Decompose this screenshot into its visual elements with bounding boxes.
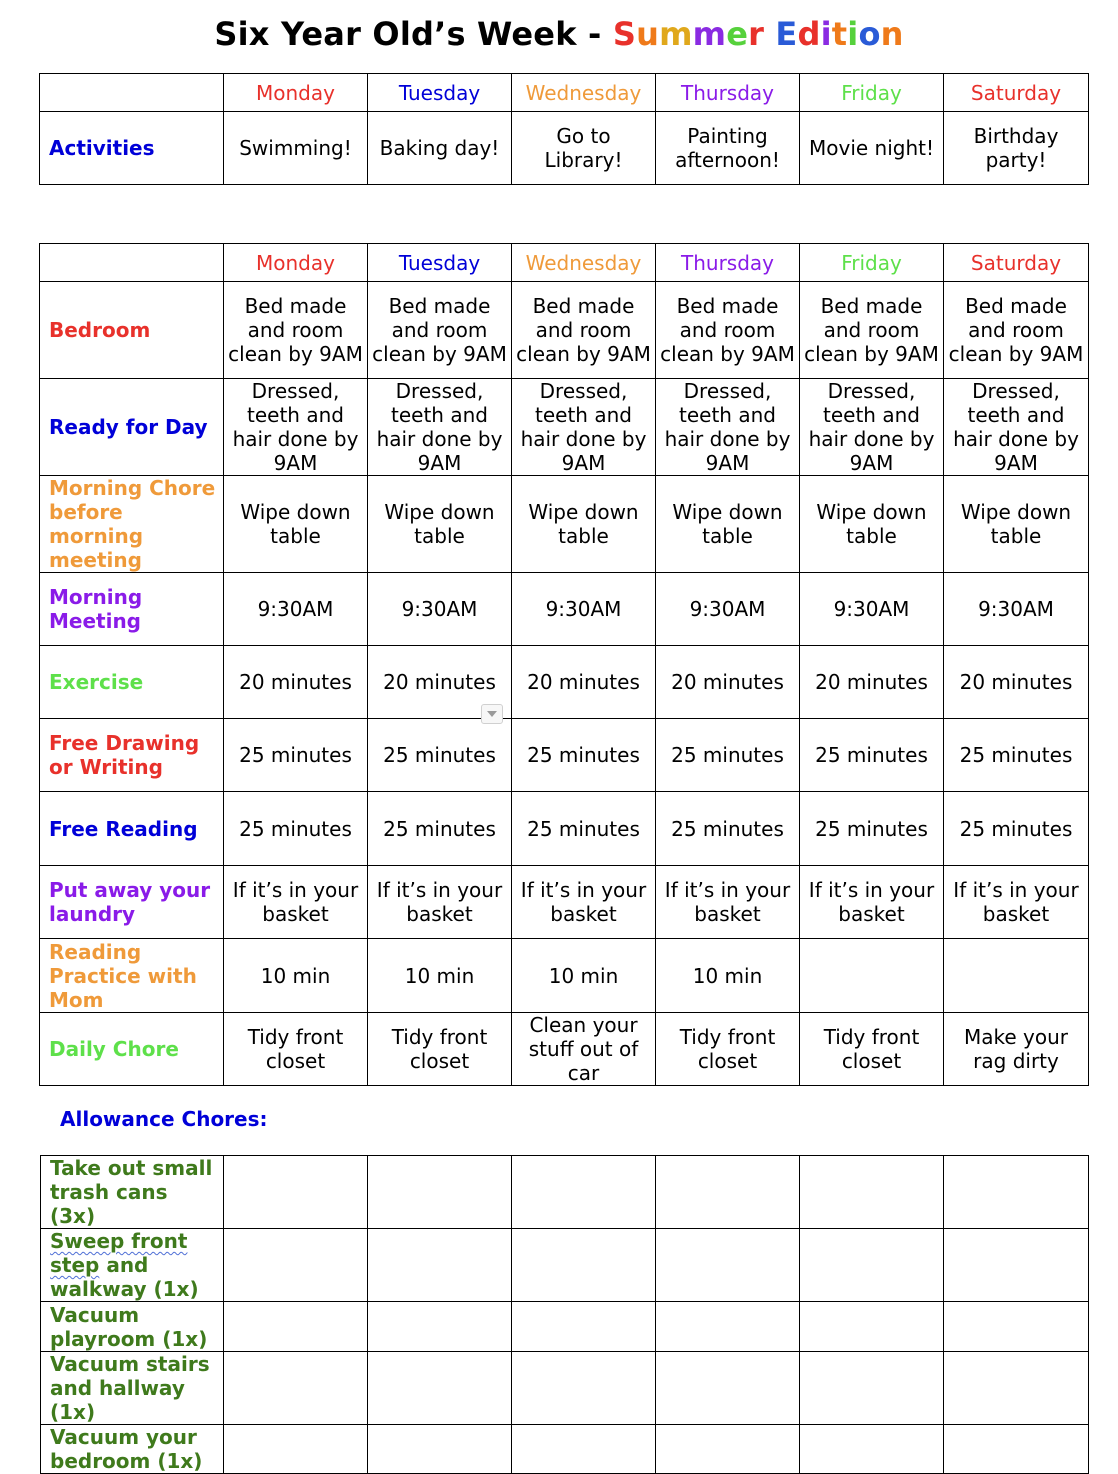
schedule-cell[interactable]: 25 minutes: [368, 792, 512, 866]
schedule-cell[interactable]: 25 minutes: [224, 792, 368, 866]
row-label[interactable]: Free Drawing or Writing: [40, 719, 224, 792]
allowance-checkbox-cell[interactable]: [656, 1352, 800, 1425]
schedule-cell[interactable]: 25 minutes: [944, 792, 1089, 866]
schedule-cell[interactable]: Tidy front closet: [800, 1013, 944, 1086]
schedule-cell[interactable]: Wipe down table: [656, 476, 800, 573]
allowance-checkbox-cell[interactable]: [224, 1156, 368, 1229]
schedule-cell[interactable]: 25 minutes: [512, 792, 656, 866]
schedule-cell[interactable]: If it’s in your basket: [944, 866, 1089, 939]
activities-table: [39, 73, 1089, 185]
schedule-cell[interactable]: Tidy front closet: [656, 1013, 800, 1086]
row-label[interactable]: Daily Chore: [40, 1013, 224, 1086]
schedule-cell[interactable]: 25 minutes: [368, 719, 512, 792]
schedule-cell[interactable]: 9:30AM: [368, 573, 512, 646]
schedule-cell[interactable]: If it’s in your basket: [656, 866, 800, 939]
schedule-cell[interactable]: Wipe down table: [800, 476, 944, 573]
allowance-chore-label[interactable]: Sweep front step and walkway (1x): [41, 1229, 224, 1302]
schedule-cell[interactable]: Wipe down table: [512, 476, 656, 573]
schedule-cell[interactable]: 20 minutes: [944, 646, 1089, 719]
schedule-cell[interactable]: 25 minutes: [512, 719, 656, 792]
table-row: [41, 1229, 1089, 1302]
row-label[interactable]: Morning Meeting: [40, 573, 224, 646]
activity-cell[interactable]: Painting afternoon!: [656, 112, 800, 185]
day-header-tuesday[interactable]: Tuesday: [368, 244, 512, 282]
allowance-checkbox-cell[interactable]: [944, 1229, 1089, 1302]
row-label[interactable]: Exercise: [40, 646, 224, 719]
schedule-cell[interactable]: 25 minutes: [656, 792, 800, 866]
schedule-cell[interactable]: Tidy front closet: [224, 1013, 368, 1086]
allowance-checkbox-cell[interactable]: [656, 1425, 800, 1474]
page-title: [0, 12, 1118, 56]
allowance-checkbox-cell[interactable]: [800, 1156, 944, 1229]
day-header-monday[interactable]: Monday: [224, 74, 368, 112]
row-label[interactable]: Put away your laundry: [40, 866, 224, 939]
allowance-chore-label[interactable]: Vacuum your bedroom (1x): [41, 1425, 224, 1474]
schedule-cell[interactable]: Clean your stuff out of car: [512, 1013, 656, 1086]
title-edition-letter: e: [726, 15, 749, 53]
title-edition-letter: o: [858, 15, 881, 53]
day-header-friday[interactable]: Friday: [800, 244, 944, 282]
day-header-thursday[interactable]: Thursday: [656, 74, 800, 112]
schedule-cell[interactable]: 20 minutes: [656, 646, 800, 719]
allowance-checkbox-cell[interactable]: [656, 1302, 800, 1352]
allowance-checkbox-cell[interactable]: [224, 1352, 368, 1425]
schedule-cell[interactable]: [800, 939, 944, 1013]
table-row: [40, 646, 1089, 719]
allowance-chore-label[interactable]: Vacuum playroom (1x): [41, 1302, 224, 1352]
day-header-row: [40, 244, 1089, 282]
schedule-cell[interactable]: Dressed, teeth and hair done by 9AM: [656, 379, 800, 476]
schedule-cell[interactable]: 9:30AM: [800, 573, 944, 646]
activity-cell[interactable]: Movie night!: [800, 112, 944, 185]
schedule-cell[interactable]: If it’s in your basket: [368, 866, 512, 939]
day-header-row: [40, 74, 1089, 112]
schedule-cell[interactable]: Wipe down table: [224, 476, 368, 573]
schedule-cell[interactable]: Dressed, teeth and hair done by 9AM: [224, 379, 368, 476]
table-row: [40, 866, 1089, 939]
table-row: [40, 282, 1089, 379]
schedule-cell[interactable]: 20 minutes: [512, 646, 656, 719]
table-row: [41, 1302, 1089, 1352]
allowance-checkbox-cell[interactable]: [512, 1302, 656, 1352]
allowance-checkbox-cell[interactable]: [944, 1156, 1089, 1229]
schedule-cell[interactable]: Dressed, teeth and hair done by 9AM: [368, 379, 512, 476]
allowance-checkbox-cell[interactable]: [800, 1352, 944, 1425]
schedule-cell[interactable]: 25 minutes: [224, 719, 368, 792]
day-header-thursday[interactable]: Thursday: [656, 244, 800, 282]
schedule-cell[interactable]: 25 minutes: [944, 719, 1089, 792]
day-header-tuesday[interactable]: Tuesday: [368, 74, 512, 112]
title-edition-letter: S: [612, 15, 637, 53]
allowance-heading: Allowance Chores:: [60, 1107, 268, 1131]
spellcheck-word: Sweep front: [50, 1229, 188, 1253]
schedule-cell[interactable]: 25 minutes: [800, 792, 944, 866]
schedule-cell[interactable]: 10 min: [224, 939, 368, 1013]
allowance-checkbox-cell[interactable]: [800, 1425, 944, 1474]
allowance-checkbox-cell[interactable]: [800, 1302, 944, 1352]
schedule-cell[interactable]: Bed made and room clean by 9AM: [224, 282, 368, 379]
schedule-cell[interactable]: 10 min: [656, 939, 800, 1013]
activity-cell[interactable]: Birthday party!: [944, 112, 1089, 185]
title-edition-letter: m: [692, 15, 727, 53]
allowance-checkbox-cell[interactable]: [944, 1425, 1089, 1474]
corner-cell[interactable]: [40, 244, 224, 282]
schedule-cell[interactable]: 20 minutes: [224, 646, 368, 719]
title-edition-letter: i: [847, 15, 859, 53]
table-row: [41, 1425, 1089, 1474]
schedule-cell[interactable]: 20 minutes: [800, 646, 944, 719]
allowance-checkbox-cell[interactable]: [224, 1425, 368, 1474]
table-row: [40, 719, 1089, 792]
day-header-monday[interactable]: Monday: [224, 244, 368, 282]
allowance-table: [40, 1155, 1089, 1474]
schedule-cell[interactable]: Make your rag dirty: [944, 1013, 1089, 1086]
table-row: [40, 112, 1089, 185]
row-label[interactable]: Reading Practice with Mom: [40, 939, 224, 1013]
schedule-cell[interactable]: Bed made and room clean by 9AM: [944, 282, 1089, 379]
title-main: Six Year Old’s Week -: [214, 15, 613, 53]
table-row: [40, 379, 1089, 476]
schedule-cell[interactable]: 10 min: [512, 939, 656, 1013]
allowance-checkbox-cell[interactable]: [656, 1156, 800, 1229]
allowance-checkbox-cell[interactable]: [512, 1425, 656, 1474]
row-label[interactable]: Ready for Day: [40, 379, 224, 476]
table-row: [40, 1013, 1089, 1086]
allowance-checkbox-cell[interactable]: [368, 1229, 512, 1302]
table-row: [41, 1156, 1089, 1229]
schedule-cell[interactable]: 20 minutes: [368, 646, 512, 719]
schedule-cell[interactable]: Wipe down table: [944, 476, 1089, 573]
spellcheck-word: step: [50, 1253, 100, 1277]
allowance-checkbox-cell[interactable]: [368, 1302, 512, 1352]
schedule-cell[interactable]: Dressed, teeth and hair done by 9AM: [512, 379, 656, 476]
schedule-table: [39, 243, 1089, 1086]
activity-cell[interactable]: Go to Library!: [512, 112, 656, 185]
title-edition-letter: d: [797, 15, 821, 53]
schedule-cell[interactable]: Bed made and room clean by 9AM: [800, 282, 944, 379]
allowance-checkbox-cell[interactable]: [944, 1302, 1089, 1352]
schedule-cell[interactable]: Bed made and room clean by 9AM: [656, 282, 800, 379]
allowance-checkbox-cell[interactable]: [512, 1156, 656, 1229]
schedule-cell[interactable]: [944, 939, 1089, 1013]
chevron-down-icon[interactable]: [481, 704, 503, 724]
allowance-checkbox-cell[interactable]: [368, 1425, 512, 1474]
schedule-cell[interactable]: If it’s in your basket: [800, 866, 944, 939]
allowance-checkbox-cell[interactable]: [368, 1156, 512, 1229]
title-edition-letter: [764, 15, 775, 53]
allowance-checkbox-cell[interactable]: [512, 1352, 656, 1425]
row-label[interactable]: Free Reading: [40, 792, 224, 866]
schedule-cell[interactable]: 9:30AM: [224, 573, 368, 646]
row-label[interactable]: Morning Chore before morning meeting: [40, 476, 224, 573]
title-edition-letter: u: [636, 15, 660, 53]
schedule-cell[interactable]: 9:30AM: [512, 573, 656, 646]
schedule-cell[interactable]: 9:30AM: [656, 573, 800, 646]
table-row: [40, 573, 1089, 646]
schedule-cell[interactable]: Bed made and room clean by 9AM: [368, 282, 512, 379]
schedule-cell[interactable]: Bed made and room clean by 9AM: [512, 282, 656, 379]
title-edition-letter: m: [659, 15, 693, 53]
allowance-checkbox-cell[interactable]: [368, 1352, 512, 1425]
day-header-friday[interactable]: Friday: [800, 74, 944, 112]
title-edition-letter: r: [748, 15, 765, 53]
title-edition-letter: E: [775, 15, 798, 53]
title-edition-letter: i: [820, 15, 832, 53]
allowance-checkbox-cell[interactable]: [224, 1229, 368, 1302]
row-label[interactable]: Bedroom: [40, 282, 224, 379]
allowance-chore-label[interactable]: Take out small trash cans (3x): [41, 1156, 224, 1229]
schedule-cell[interactable]: Dressed, teeth and hair done by 9AM: [800, 379, 944, 476]
schedule-cell[interactable]: 25 minutes: [656, 719, 800, 792]
allowance-checkbox-cell[interactable]: [224, 1302, 368, 1352]
day-header-wednesday[interactable]: Wednesday: [512, 74, 656, 112]
title-edition: [613, 15, 904, 53]
day-header-saturday[interactable]: Saturday: [944, 74, 1089, 112]
allowance-checkbox-cell[interactable]: [944, 1352, 1089, 1425]
activity-cell[interactable]: Swimming!: [224, 112, 368, 185]
allowance-chore-label[interactable]: Vacuum stairs and hallway (1x): [41, 1352, 224, 1425]
table-row: [41, 1352, 1089, 1425]
row-label-activities[interactable]: Activities: [40, 112, 224, 185]
allowance-checkbox-cell[interactable]: [512, 1229, 656, 1302]
title-edition-letter: t: [831, 15, 848, 53]
schedule-cell[interactable]: If it’s in your basket: [512, 866, 656, 939]
corner-cell[interactable]: [40, 74, 224, 112]
schedule-cell[interactable]: 25 minutes: [800, 719, 944, 792]
schedule-cell[interactable]: If it’s in your basket: [224, 866, 368, 939]
table-row: [40, 939, 1089, 1013]
allowance-checkbox-cell[interactable]: [656, 1229, 800, 1302]
table-row: [40, 792, 1089, 866]
schedule-cell[interactable]: Wipe down table: [368, 476, 512, 573]
title-edition-letter: n: [880, 15, 904, 53]
schedule-cell[interactable]: Tidy front closet: [368, 1013, 512, 1086]
schedule-cell[interactable]: 10 min: [368, 939, 512, 1013]
allowance-checkbox-cell[interactable]: [800, 1229, 944, 1302]
schedule-cell[interactable]: Dressed, teeth and hair done by 9AM: [944, 379, 1089, 476]
day-header-wednesday[interactable]: Wednesday: [512, 244, 656, 282]
activity-cell[interactable]: Baking day!: [368, 112, 512, 185]
schedule-cell[interactable]: 9:30AM: [944, 573, 1089, 646]
day-header-saturday[interactable]: Saturday: [944, 244, 1089, 282]
table-row: [40, 476, 1089, 573]
